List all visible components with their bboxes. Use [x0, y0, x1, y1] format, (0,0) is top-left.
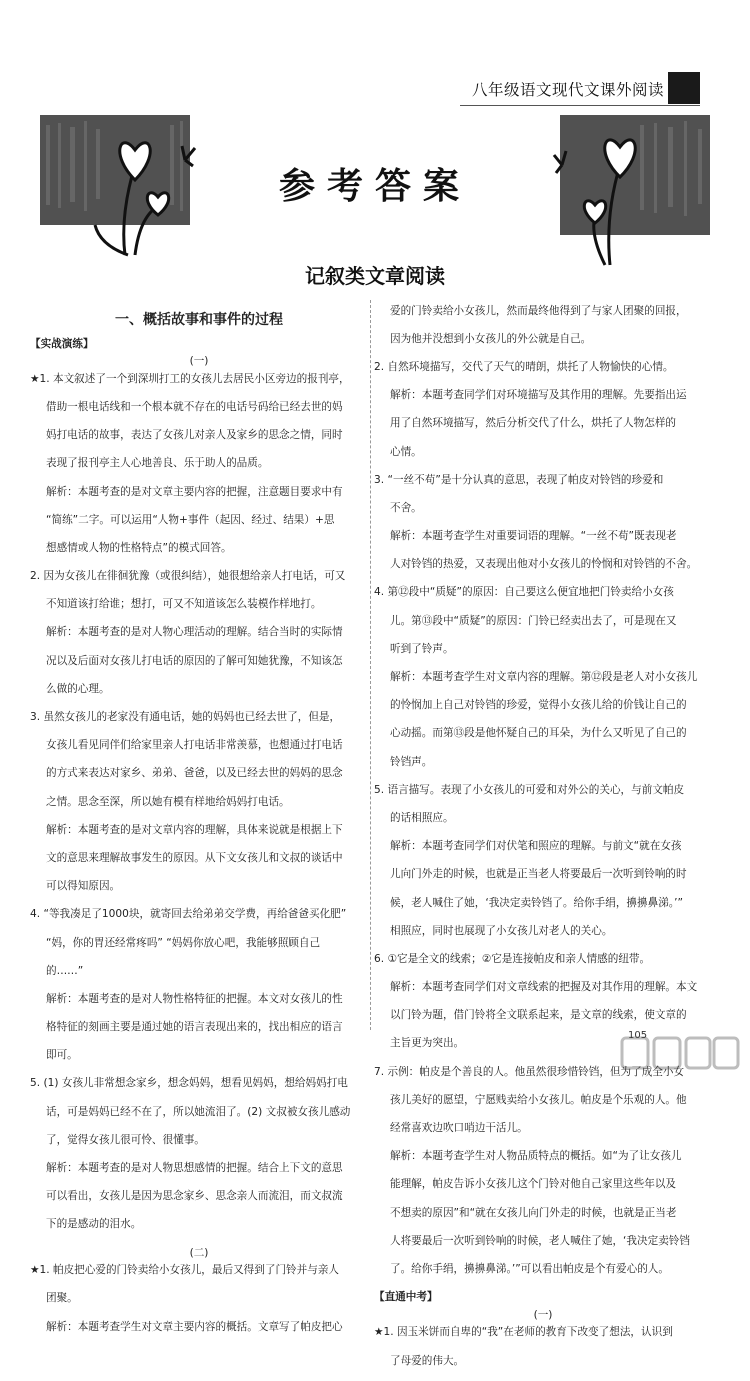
answer-block-b — [30, 1262, 368, 1336]
answer-line: 3. 虽然女孩儿的老家没有通电话，她的妈妈也已经去世了，但是， — [30, 711, 341, 724]
answer-block-d — [374, 1324, 712, 1370]
analysis-line: 主旨更为突出。 — [390, 1037, 465, 1050]
answer-line: 了，觉得女孩儿很可怜、很懂事。 — [46, 1133, 205, 1146]
answer-line: 的……” — [46, 964, 84, 977]
answer-line: 儿。第⑬段中“质疑”的原因：门铃已经卖出去了，可是现在又 — [390, 614, 677, 627]
practice-tag: 【实战演练】 — [30, 337, 94, 350]
answer-line: 3. “一丝不苟”是十分认真的意思，表现了帕皮对铃铛的珍爱和 — [374, 473, 664, 486]
exam-tag: 【直通中考】 — [374, 1291, 438, 1304]
answer-line: 的话相照应。 — [390, 811, 454, 824]
analysis-line: 的怜悯加上自己对铃铛的珍爱，觉得小女孩儿给的价钱让自己的 — [390, 699, 687, 712]
answer-line: 4. “等我凑足了1000块，就寄回去给弟弟交学费，再给爸爸买化肥” — [30, 908, 347, 921]
subsection-label: (一) — [189, 355, 209, 368]
answer-line: 2. 自然环境描写，交代了天气的晴朗，烘托了人物愉快的心情。 — [374, 360, 674, 373]
analysis-line: 不想卖的原因”和“就在女孩儿向门外走的时候，也就是正当老 — [390, 1206, 677, 1219]
running-header — [460, 70, 700, 106]
analysis-line: 解析：本题考查同学们对文章线索的把握及对其作用的理解。本文 — [390, 981, 698, 994]
answer-line: 4. 第⑫段中“质疑”的原因：自己要这么便宜地把门铃卖给小女孩 — [374, 586, 674, 599]
analysis-line: 下的是感动的泪水。 — [46, 1218, 142, 1231]
analysis-line: 解析：本题考查的是对文章主要内容的把握，注意题目要求中有 — [46, 485, 343, 498]
analysis-line: 人将要最后一次听到铃响的时候，老人喊住了她，‘我决定卖铃铛 — [390, 1234, 690, 1247]
analysis-line: 格特征的刻画主要是通过她的语言表现出来的，找出相应的语言 — [46, 1021, 343, 1034]
answer-line: 女孩儿看见同伴们给家里亲人打电话非常羡慕，也想通过打电话 — [46, 739, 343, 752]
answer-line: ★1. 本文叙述了一个到深圳打工的女孩儿去居民小区旁边的报刊亭， — [30, 372, 350, 385]
answer-line: 不知道该打给谁；想打，可又不知道该怎么装模作样地打。 — [46, 598, 322, 611]
analysis-line: 心情。 — [390, 445, 422, 458]
answer-line: 5. (1) 女孩儿非常想念家乡，想念妈妈，想看见妈妈，想给妈妈打电 — [30, 1077, 348, 1090]
answer-line: ★1. 因玉米饼而自卑的“我”在老师的教育下改变了想法，认识到 — [374, 1326, 673, 1339]
analysis-line: 解析：本题考查学生对重要词语的理解。“一丝不苟”既表现老 — [390, 530, 677, 543]
analysis-line: 解析：本题考查学生对人物品质特点的概括。如“为了让女孩儿 — [390, 1150, 682, 1163]
analysis-line: 铃铛声。 — [390, 755, 433, 768]
answer-line: 6. ①它是全文的线索；②它是连接帕皮和亲人情感的纽带。 — [374, 952, 651, 965]
analysis-line: 儿向门外走的时候，也就是正当老人将要最后一次听到铃响的时 — [390, 868, 687, 881]
analysis-line: 解析：本题考查学生对文章内容的理解。第⑫段是老人对小女孩儿 — [390, 671, 698, 684]
left-column — [30, 292, 368, 1347]
analysis-line: 人对铃铛的热爱，又表现出他对小女孩儿的怜悯和对铃铛的不舍。 — [390, 558, 698, 571]
chapter-heading: 一、概括故事和事件的过程 — [115, 312, 283, 328]
answer-line: 2. 因为女孩儿在徘徊犹豫（或很纠结），她很想给亲人打电话，可又 — [30, 570, 346, 583]
header-block-decoration — [668, 72, 700, 104]
answer-line: 之情。思念至深，所以她有模有样地给妈妈打电话。 — [46, 795, 290, 808]
answer-line: 听到了铃声。 — [390, 642, 454, 655]
analysis-line: 了。给你手绢，擤擤鼻涕。’”可以看出帕皮是个有爱心的人。 — [390, 1262, 669, 1275]
subsection-label: (一) — [533, 1308, 553, 1321]
header-title: 八年级语文现代文课外阅读 — [472, 81, 665, 99]
analysis-line: 解析：本题考查的是对人物思想感情的把握。结合上下文的意思 — [46, 1162, 343, 1175]
answer-line: “妈，你的胃还经常疼吗” “妈妈你放心吧，我能够照顾自己 — [46, 936, 321, 949]
analysis-line: 文的意思来理解故事发生的原因。从下文女孩儿和文叔的谈话中 — [46, 851, 343, 864]
analysis-line: 么做的心理。 — [46, 682, 110, 695]
answer-line: 妈打电话的故事，表达了女孩儿对亲人及家乡的思念之情，同时 — [46, 429, 343, 442]
answer-line: 的方式来表达对家乡、弟弟、爸爸，以及已经去世的妈妈的思念 — [46, 767, 343, 780]
answer-line: 5. 语言描写。表现了小女孩儿的可爱和对外公的关心，与前文帕皮 — [374, 783, 685, 796]
analysis-line: 因为他并没想到小女孩儿的外公就是自己。 — [390, 332, 592, 345]
page-number: 105 — [628, 1030, 648, 1041]
analysis-line: 用了自然环境描写，然后分析交代了什么，烘托了人物怎样的 — [390, 417, 677, 430]
analysis-line: 解析：本题考查的是对文章内容的理解，具体来说就是根据上下 — [46, 823, 343, 836]
analysis-line: 以门铃为题，借门铃将全文联系起来，是文章的线索，使文章的 — [390, 1009, 687, 1022]
analysis-line: 况以及后面对女孩儿打电话的原因的了解可知她犹豫，不知该怎 — [46, 654, 343, 667]
answer-block-a — [30, 371, 368, 1234]
answer-line: 了母爱的伟大。 — [390, 1354, 465, 1367]
answer-line: 团聚。 — [46, 1292, 78, 1305]
answer-block-c — [374, 303, 712, 1279]
answer-line: ★1. 帕皮把心爱的门铃卖给小女孩儿，最后又得到了门铃并与亲人 — [30, 1264, 340, 1277]
answer-line: 经常喜欢边吹口哨边干活儿。 — [390, 1122, 528, 1135]
analysis-line: 可以得知原因。 — [46, 880, 121, 893]
answer-line: 借助一根电话线和一个根本就不存在的电话号码给已经去世的妈 — [46, 400, 343, 413]
right-column — [374, 292, 712, 1381]
answer-line: 孩儿美好的愿望，宁愿贱卖给小女孩儿。帕皮是个乐观的人。他 — [390, 1093, 687, 1106]
analysis-line: 候，老人喊住了她，‘我决定卖铃铛了。给你手绢，擤擤鼻涕。’” — [390, 896, 683, 909]
answer-line: 话，可是妈妈已经不在了，所以她流泪了。(2) 文叔被女孩儿感动 — [46, 1105, 351, 1118]
main-title: 参考答案 — [278, 165, 471, 207]
analysis-line: 相照应，同时也展现了小女孩儿对老人的关心。 — [390, 924, 613, 937]
analysis-line: 解析：本题考查同学们对环境描写及其作用的理解。先要指出运 — [390, 389, 687, 402]
analysis-line: 可以看出，女孩儿是因为思念家乡、思念亲人而流泪，而文叔流 — [46, 1190, 343, 1203]
section-title: 记叙类文章阅读 — [305, 264, 445, 288]
analysis-line: 想感情或人物的性格特点”的模式回答。 — [46, 541, 232, 554]
answer-line: 不舍。 — [390, 501, 422, 514]
answer-line: 表现了报刊亭主人心地善良、乐于助人的品质。 — [46, 457, 269, 470]
analysis-line: 解析：本题考查的是对人物性格特征的把握。本文对女孩儿的性 — [46, 992, 343, 1005]
analysis-line: “简练”二字。可以运用“人物+事件（起因、经过、结果）+思 — [46, 513, 335, 526]
analysis-line: 心动摇。而第⑬段是他怀疑自己的耳朵，为什么又听见了自己的 — [390, 727, 687, 740]
analysis-line: 即可。 — [46, 1049, 78, 1062]
column-divider — [370, 300, 371, 1030]
subsection-label: (二) — [189, 1246, 209, 1259]
answer-line: 7. 示例：帕皮是个善良的人。他虽然很珍惜铃铛，但为了成全小女 — [374, 1065, 685, 1078]
analysis-line: 能理解，帕皮告诉小女孩儿这个门铃对他自己家里这些年以及 — [390, 1178, 677, 1191]
analysis-line: 解析：本题考查学生对文章主要内容的概括。文章写了帕皮把心 — [46, 1320, 343, 1333]
analysis-line: 解析：本题考查的是对人物心理活动的理解。结合当时的实际情 — [46, 626, 343, 639]
analysis-line: 爱的门铃卖给小女孩儿，然而最终他得到了与家人团聚的回报， — [390, 304, 687, 317]
analysis-line: 解析：本题考查同学们对伏笔和照应的理解。与前文“就在女孩 — [390, 840, 682, 853]
